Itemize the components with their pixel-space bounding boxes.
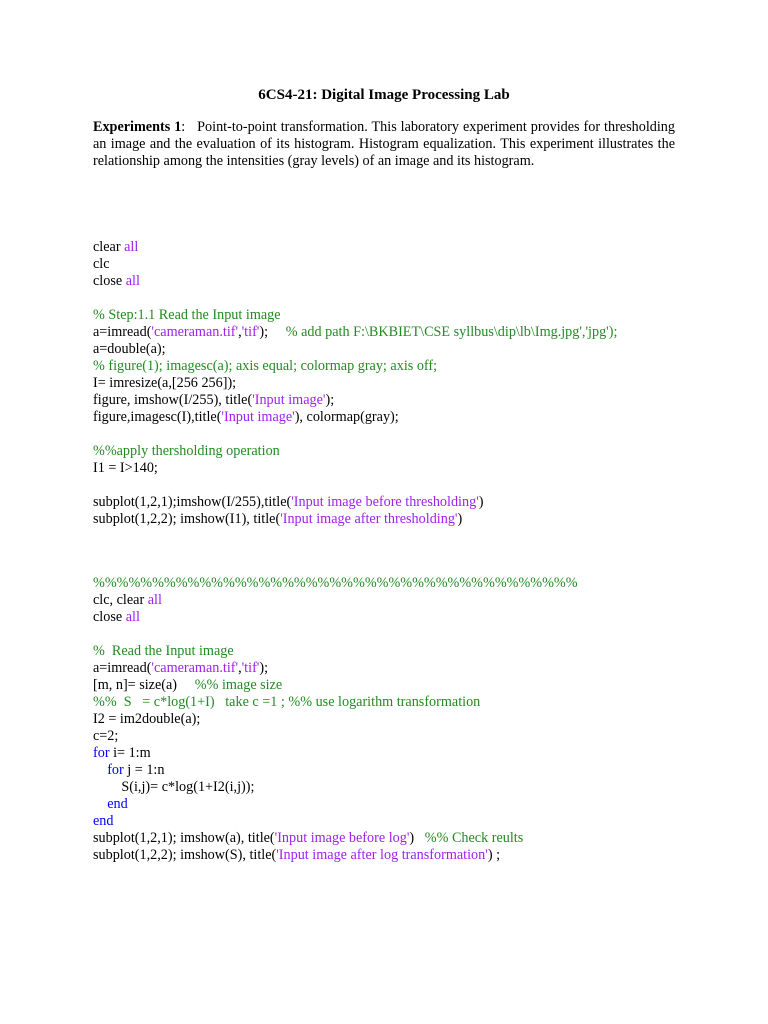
- intro-text: Point-to-point transformation. This laboratory experiment provides for thresholding an image and the evaluation of its histogram. Histogram equalization. This experiment illustrates the relationship among the intensities (gray levels) of an image and its histogram.: [93, 119, 675, 169]
- code-line: [93, 392, 334, 409]
- code-string: 'Input image': [221, 409, 295, 425]
- code-string: 'Input image after thresholding': [280, 511, 458, 527]
- code-text: clc: [93, 256, 110, 272]
- code-line: [93, 324, 617, 341]
- code-string: 'cameraman.tif': [151, 324, 239, 340]
- code-text: I= imresize(a,[256 256]);: [93, 375, 237, 391]
- code-line: [93, 307, 281, 324]
- code-line: [93, 409, 399, 426]
- code-text: ): [457, 511, 463, 527]
- code-line: [93, 511, 462, 528]
- code-text: ): [478, 494, 484, 510]
- code-string: 'Input image before log': [274, 830, 410, 846]
- code-string: 'Input image before thresholding': [291, 494, 479, 510]
- code-text: j = 1:n: [123, 762, 165, 778]
- code-line: [93, 341, 166, 358]
- code-text: i= 1:m: [109, 745, 151, 761]
- code-text: a=imread(: [93, 324, 152, 340]
- code-string: all: [125, 609, 140, 625]
- code-text: [93, 762, 107, 778]
- code-comment: %% Check reults: [424, 830, 524, 846]
- code-line: [93, 830, 523, 847]
- code-text: close: [93, 273, 126, 289]
- code-text: );: [259, 660, 269, 676]
- code-comment: %% image size: [194, 677, 283, 693]
- code-string: all: [124, 239, 139, 255]
- code-text: S(i,j)= c*log(1+I2(i,j));: [93, 779, 255, 795]
- code-line: [93, 443, 280, 460]
- code-text: ), colormap(gray);: [294, 409, 399, 425]
- code-string: 'tif': [241, 324, 260, 340]
- code-line: [93, 694, 480, 711]
- code-comment: % add path F:\BKBIET\CSE syllbus\dip\lb\Img.jpg','jpg');: [285, 324, 618, 340]
- code-keyword: end: [93, 813, 114, 829]
- code-line: [93, 256, 110, 273]
- code-text: ): [409, 830, 425, 846]
- code-text: a=imread(: [93, 660, 152, 676]
- code-line: [93, 762, 164, 779]
- code-text: subplot(1,2,2); imshow(I1), title(: [93, 511, 281, 527]
- code-text: );: [259, 324, 286, 340]
- code-text: ,: [238, 324, 242, 340]
- code-text: ,: [238, 660, 242, 676]
- code-text: figure,imagesc(I),title(: [93, 409, 222, 425]
- code-text: close: [93, 609, 126, 625]
- code-string: 'Input image after log transformation': [276, 847, 488, 863]
- code-line: [93, 643, 234, 660]
- code-keyword: for: [93, 745, 110, 761]
- code-comment: % figure(1); imagesc(a); axis equal; colormap gray; axis off;: [93, 358, 438, 374]
- code-text: figure, imshow(I/255), title(: [93, 392, 253, 408]
- code-line: [93, 847, 500, 864]
- code-line: [93, 728, 118, 745]
- code-line: [93, 813, 114, 830]
- code-string: 'Input image': [252, 392, 326, 408]
- code-line: [93, 375, 236, 392]
- code-line: [93, 660, 268, 677]
- code-line: [93, 358, 437, 375]
- code-line: [93, 575, 578, 592]
- code-line: [93, 609, 140, 626]
- code-line: [93, 239, 138, 256]
- code-text: subplot(1,2,1);imshow(I/255),title(: [93, 494, 292, 510]
- code-string: all: [147, 592, 162, 608]
- code-text: );: [325, 392, 335, 408]
- code-comment: %%apply thersholding operation: [93, 443, 280, 459]
- document-title: 6CS4-21: Digital Image Processing Lab: [258, 87, 510, 103]
- code-text: clc, clear: [93, 592, 148, 608]
- code-line: [93, 677, 282, 694]
- intro-label: Experiments 1: [93, 119, 182, 135]
- code-line: [93, 796, 128, 813]
- code-text: subplot(1,2,1); imshow(a), title(: [93, 830, 275, 846]
- code-comment: % Step:1.1 Read the Input image: [93, 307, 281, 323]
- code-keyword: for: [107, 762, 124, 778]
- code-text: ) ;: [487, 847, 501, 863]
- code-text: c=2;: [93, 728, 119, 744]
- code-line: [93, 460, 158, 477]
- code-text: [93, 796, 107, 812]
- code-text: subplot(1,2,2); imshow(S), title(: [93, 847, 277, 863]
- intro-paragraph: [93, 119, 675, 170]
- code-comment: %% S = c*log(1+I) take c =1 ; %% use logarithm transformation: [93, 694, 481, 710]
- code-line: [93, 779, 254, 796]
- code-string: 'cameraman.tif': [151, 660, 239, 676]
- code-text: I2 = im2double(a);: [93, 711, 201, 727]
- code-comment: % Read the Input image: [93, 643, 234, 659]
- code-line: [93, 711, 200, 728]
- code-text: a=double(a);: [93, 341, 166, 357]
- intro-colon: :: [181, 119, 186, 135]
- code-line: [93, 494, 483, 511]
- code-text: [m, n]= size(a): [93, 677, 195, 693]
- code-line: [93, 745, 151, 762]
- code-line: [93, 273, 140, 290]
- code-line: [93, 592, 162, 609]
- code-string: all: [125, 273, 140, 289]
- code-text: clear: [93, 239, 125, 255]
- code-comment: %%%%%%%%%%%%%%%%%%%%%%%%%%%%%%%%%%%%%%%%%: [93, 575, 578, 591]
- code-keyword: end: [107, 796, 128, 812]
- code-string: 'tif': [241, 660, 260, 676]
- code-text: I1 = I>140;: [93, 460, 158, 476]
